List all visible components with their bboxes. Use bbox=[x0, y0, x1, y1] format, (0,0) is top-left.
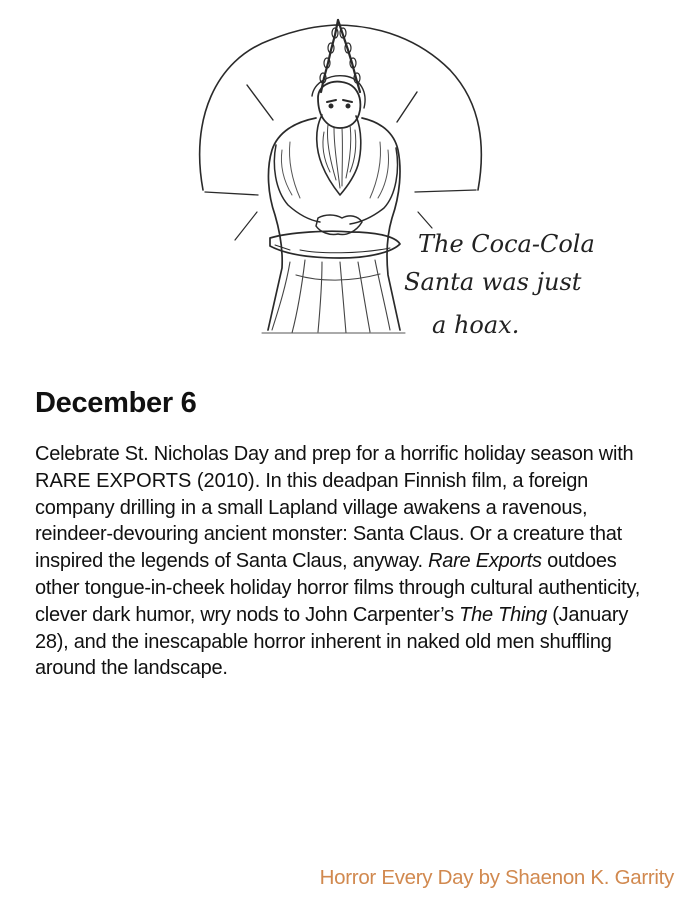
description-text-2: . In this deadpan Finnish film, a foreign company drilling in a small Lapland village awakens a ravenous, reindeer-devouring ancient monster: Santa Claus. Or a creature that inspired the legends of Santa Claus, anyway. bbox=[35, 469, 622, 573]
caption-line-1: The Coca-Cola bbox=[418, 230, 595, 258]
caption-line-2: Santa was just bbox=[404, 268, 582, 296]
intro-text: Celebrate St. Nicholas Day and prep for a horrific holiday season with bbox=[35, 443, 634, 465]
film-title-caps: RARE EXPORTS (2010) bbox=[35, 469, 255, 492]
description-text-4: (January 28), and the inescapable horror inherent in naked old men shuffling around the landscape. bbox=[35, 603, 629, 680]
santa-sketch-illustration bbox=[0, 0, 700, 370]
entry-date: December 6 bbox=[35, 387, 197, 419]
wooden-shackle bbox=[270, 231, 400, 258]
santa-beard bbox=[317, 115, 361, 195]
santa-head bbox=[318, 82, 360, 128]
reference-film-italic: The Thing bbox=[459, 603, 547, 626]
description-text-3: outdoes other tongue-in-cheek holiday horror films through cultural authenticity, clever dark humor, wry nods to John Carpenter’s bbox=[35, 550, 641, 626]
arc-outline bbox=[200, 25, 482, 190]
film-title-italic: Rare Exports bbox=[428, 550, 542, 573]
author-credit: Horror Every Day by Shaenon K. Garrity bbox=[319, 866, 674, 889]
caption-line-3: a hoax. bbox=[432, 311, 520, 339]
entry-description bbox=[35, 441, 665, 682]
